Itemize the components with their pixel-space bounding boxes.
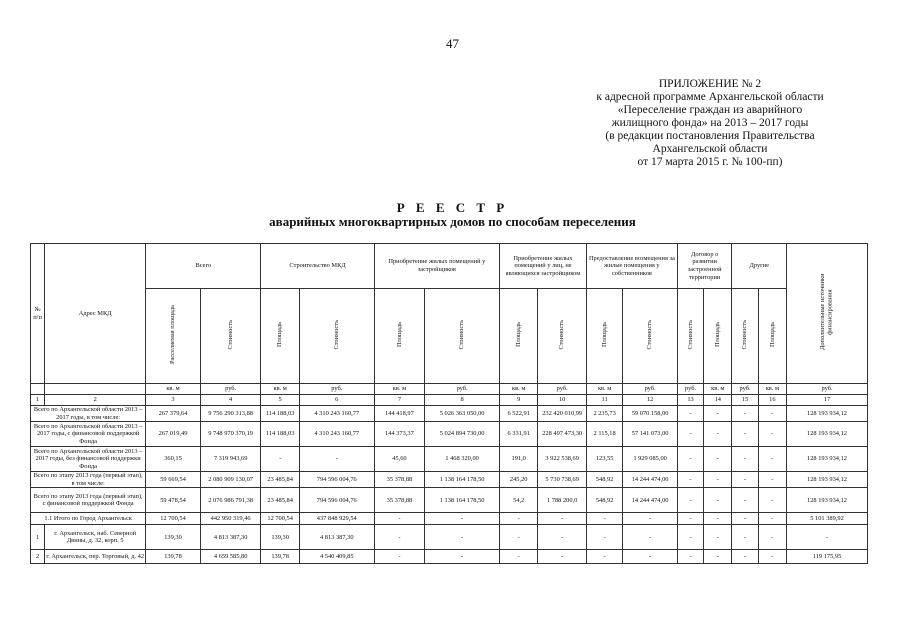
- table-cell: 2 076 986 791,38: [200, 488, 261, 513]
- subheader-label: Площадь: [276, 322, 284, 348]
- units-cell-empty: [31, 384, 45, 395]
- table-cell: -: [623, 525, 678, 550]
- table-cell: -: [704, 406, 732, 422]
- table-cell: -: [677, 513, 703, 525]
- table-cell: -: [732, 488, 758, 513]
- table-cell: 4 540 409,85: [299, 550, 374, 564]
- subheader: [374, 289, 425, 384]
- table-cell: -: [758, 550, 786, 564]
- table-cell: 35 378,88: [374, 472, 425, 488]
- table-cell: 9 748 970 370,19: [200, 422, 261, 447]
- table-cell: 5 101 389,92: [787, 513, 868, 525]
- table-cell: -: [677, 525, 703, 550]
- table-cell: 139,78: [146, 550, 201, 564]
- table-cell: 139,30: [261, 525, 299, 550]
- table-cell: 1 929 085,00: [623, 447, 678, 472]
- table-cell: 128 193 934,12: [787, 488, 868, 513]
- units-cell: руб.: [425, 384, 500, 395]
- table-cell: -: [704, 550, 732, 564]
- table-cell: 12 700,54: [146, 513, 201, 525]
- table-cell: -: [425, 513, 500, 525]
- row-address: г. Архангельск, пер. Торговый, д. 42: [45, 550, 146, 564]
- table-cell: 4 813 387,30: [299, 525, 374, 550]
- subheader: [200, 289, 261, 384]
- table-cell: 1 788 200,0: [538, 488, 587, 513]
- table-row: [31, 406, 868, 422]
- units-cell: руб.: [787, 384, 868, 395]
- table-cell: -: [374, 550, 425, 564]
- table-cell: 6 331,91: [500, 422, 538, 447]
- table-cell: 4 310 243 160,77: [299, 422, 374, 447]
- row-address: г. Архангельск, наб. Северной Двины, д. 32, корп. 5: [45, 525, 146, 550]
- table-cell: 59 070 158,00: [623, 406, 678, 422]
- document-subtitle: аварийных многоквартирных домов по способам переселения: [269, 214, 636, 229]
- table-row: [31, 422, 868, 447]
- table-cell: 128 193 934,12: [787, 406, 868, 422]
- table-cell: -: [677, 550, 703, 564]
- table-cell: -: [538, 525, 587, 550]
- subheader-label: Площадь: [514, 322, 522, 348]
- appendix-line: Архангельской области: [652, 143, 768, 155]
- table-cell: 794 596 004,76: [299, 472, 374, 488]
- subheader-label: Стоимость: [646, 319, 654, 350]
- header-group-acquire-other: Приобретение жилых помещений у лиц, не являющихся застройщиком: [500, 244, 587, 289]
- header-group-territory: Договор о развитии застроенной территории: [677, 244, 732, 289]
- column-number-cell: 2: [45, 395, 146, 406]
- column-number-cell: 15: [732, 395, 758, 406]
- column-numbers-row: [31, 395, 868, 406]
- table-row: [31, 447, 868, 472]
- table-cell: -: [500, 525, 538, 550]
- table-cell: 128 193 934,12: [787, 422, 868, 447]
- units-cell: кв. м: [500, 384, 538, 395]
- table-cell: -: [732, 513, 758, 525]
- table-cell: 119 175,95: [787, 550, 868, 564]
- table-cell: -: [758, 525, 786, 550]
- table-cell: -: [732, 447, 758, 472]
- subheader: [758, 289, 786, 384]
- table-cell: 114 188,03: [261, 406, 299, 422]
- table-cell: 2 235,73: [586, 406, 622, 422]
- appendix-line: «Переселение граждан из аварийного: [617, 104, 803, 116]
- table-cell: 45,60: [374, 447, 425, 472]
- table-cell: -: [732, 422, 758, 447]
- subheader-label: Площадь: [600, 322, 608, 348]
- subheader-label: Стоимость: [741, 319, 749, 350]
- appendix-line: к адресной программе Архангельской области: [596, 91, 824, 103]
- table-row: [31, 472, 868, 488]
- subheader: [586, 289, 622, 384]
- column-number-cell: 10: [538, 395, 587, 406]
- table-cell: -: [374, 513, 425, 525]
- table-cell: -: [704, 422, 732, 447]
- table-row: [31, 513, 868, 525]
- table-cell: 23 485,84: [261, 488, 299, 513]
- header-group-other: Другие: [732, 244, 787, 289]
- table-cell: 23 485,84: [261, 472, 299, 488]
- table-cell: -: [758, 488, 786, 513]
- table-cell: -: [538, 550, 587, 564]
- column-number-cell: 1: [31, 395, 45, 406]
- subheader-label: Стоимость: [332, 319, 340, 350]
- table-cell: -: [704, 488, 732, 513]
- column-number-cell: 6: [299, 395, 374, 406]
- table-cell: 128 193 934,12: [787, 447, 868, 472]
- table-cell: 267 379,64: [146, 406, 201, 422]
- table-cell: 139,78: [261, 550, 299, 564]
- table-cell: 5 730 738,69: [538, 472, 587, 488]
- table-cell: -: [758, 513, 786, 525]
- column-number-cell: 16: [758, 395, 786, 406]
- table-cell: 59 669,54: [146, 472, 201, 488]
- table-cell: 2 080 909 130,07: [200, 472, 261, 488]
- column-number-cell: 11: [586, 395, 622, 406]
- table-cell: -: [758, 422, 786, 447]
- row-label: Всего по Архангельской области 2013 – 2017 годы, с финансовой поддержкой Фонда: [31, 422, 146, 447]
- table-cell: 3 922 538,69: [538, 447, 587, 472]
- table-cell: 5 024 894 730,00: [425, 422, 500, 447]
- table-cell: 9 756 290 313,88: [200, 406, 261, 422]
- table-cell: -: [704, 447, 732, 472]
- row-label: Всего по этапу 2013 года (первый этап), в том числе:: [31, 472, 146, 488]
- table-cell: 1 138 164 178,50: [425, 472, 500, 488]
- column-number-cell: 12: [623, 395, 678, 406]
- table-cell: 442 950 319,46: [200, 513, 261, 525]
- table-cell: 35 378,88: [374, 488, 425, 513]
- table-cell: 548,92: [586, 472, 622, 488]
- appendix-line: ПРИЛОЖЕНИЕ № 2: [658, 78, 762, 90]
- table-cell: 360,15: [146, 447, 201, 472]
- units-cell: руб.: [677, 384, 703, 395]
- header-address: Адрес МКД: [45, 244, 146, 384]
- row-number: 2: [31, 550, 45, 564]
- appendix-line: жилищного фонда» на 2013 – 2017 годы: [611, 117, 809, 129]
- table-cell: -: [704, 525, 732, 550]
- units-cell: кв. м: [704, 384, 732, 395]
- table-cell: 191,0: [500, 447, 538, 472]
- table-cell: 6 522,91: [500, 406, 538, 422]
- table-cell: -: [704, 513, 732, 525]
- table-cell: -: [425, 550, 500, 564]
- table-cell: 7 319 943,69: [200, 447, 261, 472]
- appendix-block: [560, 78, 860, 169]
- table-cell: -: [586, 550, 622, 564]
- table-cell: -: [677, 472, 703, 488]
- table-cell: -: [787, 525, 868, 550]
- table-cell: -: [677, 488, 703, 513]
- subheader: [500, 289, 538, 384]
- units-cell: кв. м: [374, 384, 425, 395]
- subheader: [425, 289, 500, 384]
- table-cell: 14 244 474,00: [623, 488, 678, 513]
- table-cell: -: [299, 447, 374, 472]
- row-number: 1: [31, 525, 45, 550]
- header-group-acquire-dev: Приобретение жилых помещений у застройщиков: [374, 244, 499, 289]
- table-cell: 57 141 073,00: [623, 422, 678, 447]
- header-group-provide-owners: Предоставление возмещения за жилые помещения у собственников: [586, 244, 677, 289]
- table-cell: 437 848 929,54: [299, 513, 374, 525]
- subheader: [623, 289, 678, 384]
- subheader: [261, 289, 299, 384]
- table-cell: 144 418,97: [374, 406, 425, 422]
- table-cell: 267 019,49: [146, 422, 201, 447]
- units-cell: руб.: [538, 384, 587, 395]
- row-label: Всего по Архангельской области 2013 – 2017 годы, без финансовой поддержки Фонда: [31, 447, 146, 472]
- table-cell: -: [374, 525, 425, 550]
- header-extra-funding-label: Дополнительные источники финансирования: [819, 273, 835, 351]
- column-number-cell: 17: [787, 395, 868, 406]
- table-row: [31, 525, 868, 550]
- row-label: Всего по Архангельской области 2013 – 2017 годы, в том числе:: [31, 406, 146, 422]
- row-label: 1.1 Итого по Город Архангельск: [31, 513, 146, 525]
- table-cell: -: [732, 525, 758, 550]
- table-cell: 245,20: [500, 472, 538, 488]
- table-cell: -: [425, 525, 500, 550]
- table-cell: -: [758, 472, 786, 488]
- page-number: 47: [446, 36, 459, 51]
- table-cell: 5 026 363 050,00: [425, 406, 500, 422]
- table-cell: 1 138 164 178,50: [425, 488, 500, 513]
- subheader-label: Площадь: [714, 322, 721, 348]
- column-number-cell: 3: [146, 395, 201, 406]
- column-number-cell: 14: [704, 395, 732, 406]
- table-cell: 2 115,18: [586, 422, 622, 447]
- column-number-cell: 9: [500, 395, 538, 406]
- table-cell: 139,30: [146, 525, 201, 550]
- header-extra-funding: [787, 244, 868, 384]
- units-cell: кв. м: [146, 384, 201, 395]
- table-cell: 54,2: [500, 488, 538, 513]
- table-cell: -: [623, 550, 678, 564]
- table-cell: 59 478,54: [146, 488, 201, 513]
- column-number-cell: 7: [374, 395, 425, 406]
- table-cell: 232 420 010,99: [538, 406, 587, 422]
- table-row: [31, 550, 868, 564]
- table-cell: -: [623, 513, 678, 525]
- units-cell: кв. м: [586, 384, 622, 395]
- table-cell: 12 700,54: [261, 513, 299, 525]
- table-cell: -: [758, 447, 786, 472]
- column-number-cell: 4: [200, 395, 261, 406]
- table-cell: -: [704, 472, 732, 488]
- subheader-label: Стоимость: [458, 319, 466, 350]
- table-row: [31, 488, 868, 513]
- table-cell: 4 659 585,80: [200, 550, 261, 564]
- subheader: [146, 289, 201, 384]
- column-number-cell: 8: [425, 395, 500, 406]
- column-number-cell: 5: [261, 395, 299, 406]
- subheader-label: Расселяемая площадь: [169, 305, 177, 365]
- units-cell: кв. м: [261, 384, 299, 395]
- subheader: [299, 289, 374, 384]
- subheader-label: Площадь: [395, 322, 403, 348]
- table-cell: -: [758, 406, 786, 422]
- appendix-line: от 17 марта 2015 г. № 100-пп): [637, 156, 783, 168]
- header-group-total: Всего: [146, 244, 261, 289]
- table-cell: -: [261, 447, 299, 472]
- table-cell: -: [732, 472, 758, 488]
- subheader-label: Площадь: [768, 322, 776, 348]
- table-cell: -: [586, 513, 622, 525]
- appendix-line: (в редакции постановления Правительства: [605, 130, 815, 142]
- table-body: [31, 406, 868, 564]
- units-cell: руб.: [623, 384, 678, 395]
- document-title: Р Е Е С Т Р: [396, 200, 509, 215]
- subheader-label: Стоимость: [686, 319, 694, 350]
- units-cell: руб.: [732, 384, 758, 395]
- table-cell: -: [586, 525, 622, 550]
- table-cell: -: [677, 447, 703, 472]
- table-cell: -: [677, 406, 703, 422]
- units-cell: руб.: [299, 384, 374, 395]
- table-cell: -: [732, 406, 758, 422]
- table-cell: 128 193 934,12: [787, 472, 868, 488]
- row-label: Всего по этапу 2013 года (первый этап), с финансовой поддержкой Фонда: [31, 488, 146, 513]
- header-group-construction: Строительство МКД: [261, 244, 374, 289]
- table-cell: 794 596 004,76: [299, 488, 374, 513]
- header-num: № п/п: [31, 244, 45, 384]
- table-cell: -: [538, 513, 587, 525]
- subheader: [538, 289, 587, 384]
- units-row: [31, 384, 868, 395]
- table-cell: 114 188,03: [261, 422, 299, 447]
- table-cell: 1 468 320,00: [425, 447, 500, 472]
- table-cell: 548,92: [586, 488, 622, 513]
- table-cell: -: [732, 550, 758, 564]
- subheader: [704, 289, 732, 384]
- table-cell: 144 373,37: [374, 422, 425, 447]
- table-cell: -: [500, 550, 538, 564]
- column-number-cell: 13: [677, 395, 703, 406]
- subheader: [732, 289, 758, 384]
- subheader-label: Стоимость: [558, 319, 566, 350]
- subheader-label: Стоимость: [226, 319, 234, 350]
- units-cell-empty: [45, 384, 146, 395]
- registry-table: [30, 243, 868, 564]
- units-cell: кв. м: [758, 384, 786, 395]
- table-cell: -: [500, 513, 538, 525]
- table-cell: 4 813 387,30: [200, 525, 261, 550]
- table-cell: 228 497 473,30: [538, 422, 587, 447]
- units-cell: руб.: [200, 384, 261, 395]
- table-cell: 14 244 474,00: [623, 472, 678, 488]
- table-cell: 123,55: [586, 447, 622, 472]
- subheader: [677, 289, 703, 384]
- table-cell: 4 310 243 160,77: [299, 406, 374, 422]
- table-cell: -: [677, 422, 703, 447]
